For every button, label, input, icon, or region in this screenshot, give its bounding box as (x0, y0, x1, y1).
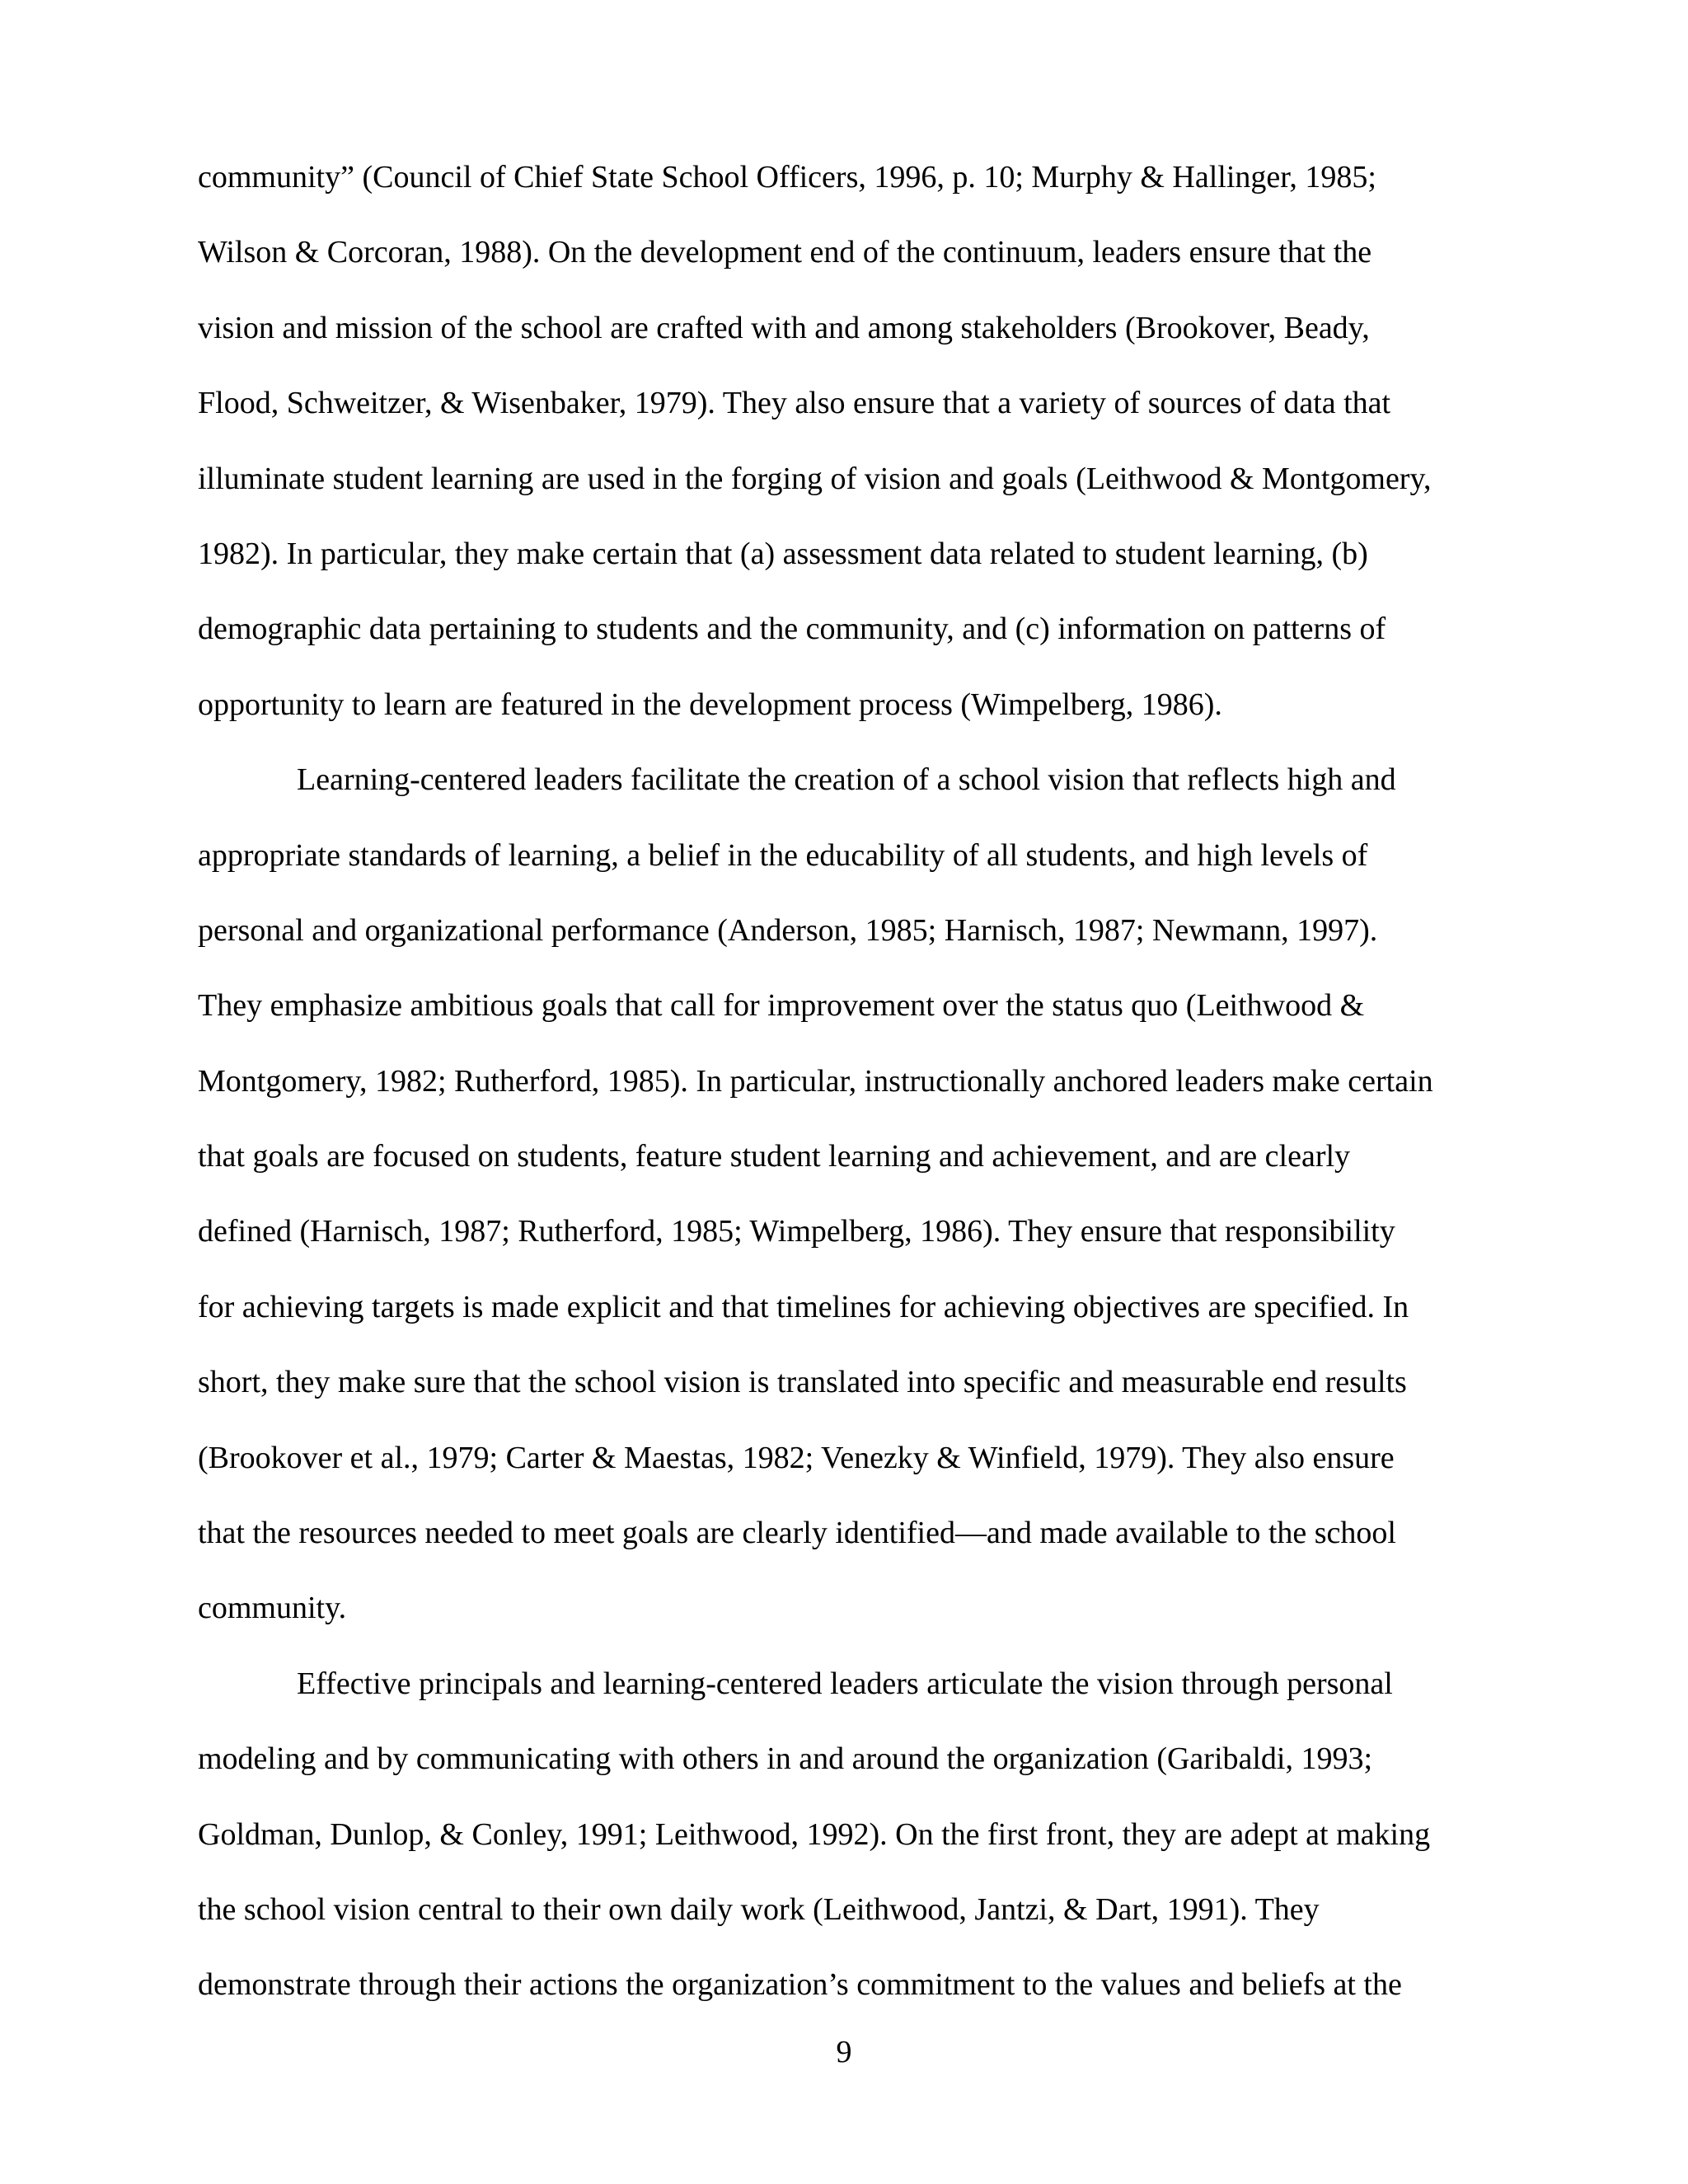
body-text (198, 151, 1500, 2034)
text-line: that goals are focused on students, feature student learning and achievement, and are clearly (198, 1139, 1351, 1174)
text-line: appropriate standards of learning, a belief in the educability of all students, and high levels of (198, 837, 1368, 873)
text-line: community” (Council of Chief State School Officers, 1996, p. 10; Murphy & Hallinger, 1985; (198, 160, 1376, 194)
text-line: (Brookover et al., 1979; Carter & Maestas, 1982; Venezky & Winfield, 1979). They also ensure (198, 1440, 1395, 1475)
text-line: modeling and by communicating with others in and around the organization (Garibaldi, 1993; (198, 1741, 1373, 1777)
text-line: Wilson & Corcoran, 1988). On the development end of the continuum, leaders ensure that the (198, 235, 1372, 270)
text-line: vision and mission of the school are crafted with and among stakeholders (Brookover, Beady, (198, 310, 1370, 345)
text-line: illuminate student learning are used in the forging of vision and goals (Leithwood & Montgomery, (198, 461, 1432, 496)
paragraph-start-line: Learning-centered leaders facilitate the creation of a school vision that reflects high and (297, 762, 1396, 798)
page-number: 9 (836, 2035, 852, 2069)
text-line: They emphasize ambitious goals that call for improvement over the status quo (Leithwood & (198, 988, 1365, 1024)
text-line: community. (198, 1591, 347, 1626)
text-line: personal and organizational performance (Anderson, 1985; Harnisch, 1987; Newmann, 1997). (198, 912, 1378, 948)
text-line: demonstrate through their actions the organization’s commitment to the values and beliefs at the (198, 1967, 1402, 2003)
text-line: opportunity to learn are featured in the development process (Wimpelberg, 1986). (198, 687, 1222, 722)
text-line: Goldman, Dunlop, & Conley, 1991; Leithwood, 1992). On the first front, they are adept at making (198, 1816, 1431, 1852)
text-line: that the resources needed to meet goals are clearly identified—and made available to the school (198, 1516, 1396, 1551)
text-line: demographic data pertaining to students and the community, and (c) information on patterns of (198, 612, 1386, 647)
text-line: Montgomery, 1982; Rutherford, 1985). In particular, instructionally anchored leaders make certain (198, 1063, 1433, 1099)
text-line: 1982). In particular, they make certain that (a) assessment data related to student learning, (b) (198, 536, 1368, 571)
text-line: defined (Harnisch, 1987; Rutherford, 1985; Wimpelberg, 1986). They ensure that responsibility (198, 1214, 1395, 1249)
text-line: Flood, Schweitzer, & Wisenbaker, 1979). They also ensure that a variety of sources of data that (198, 386, 1391, 421)
text-line: for achieving targets is made explicit and that timelines for achieving objectives are specified. In (198, 1289, 1409, 1324)
text-line: the school vision central to their own daily work (Leithwood, Jantzi, & Dart, 1991). They (198, 1891, 1320, 1927)
text-line: short, they make sure that the school vision is translated into specific and measurable end results (198, 1365, 1407, 1400)
paragraph-start-line: Effective principals and learning-centered leaders articulate the vision through personal (297, 1666, 1393, 1701)
